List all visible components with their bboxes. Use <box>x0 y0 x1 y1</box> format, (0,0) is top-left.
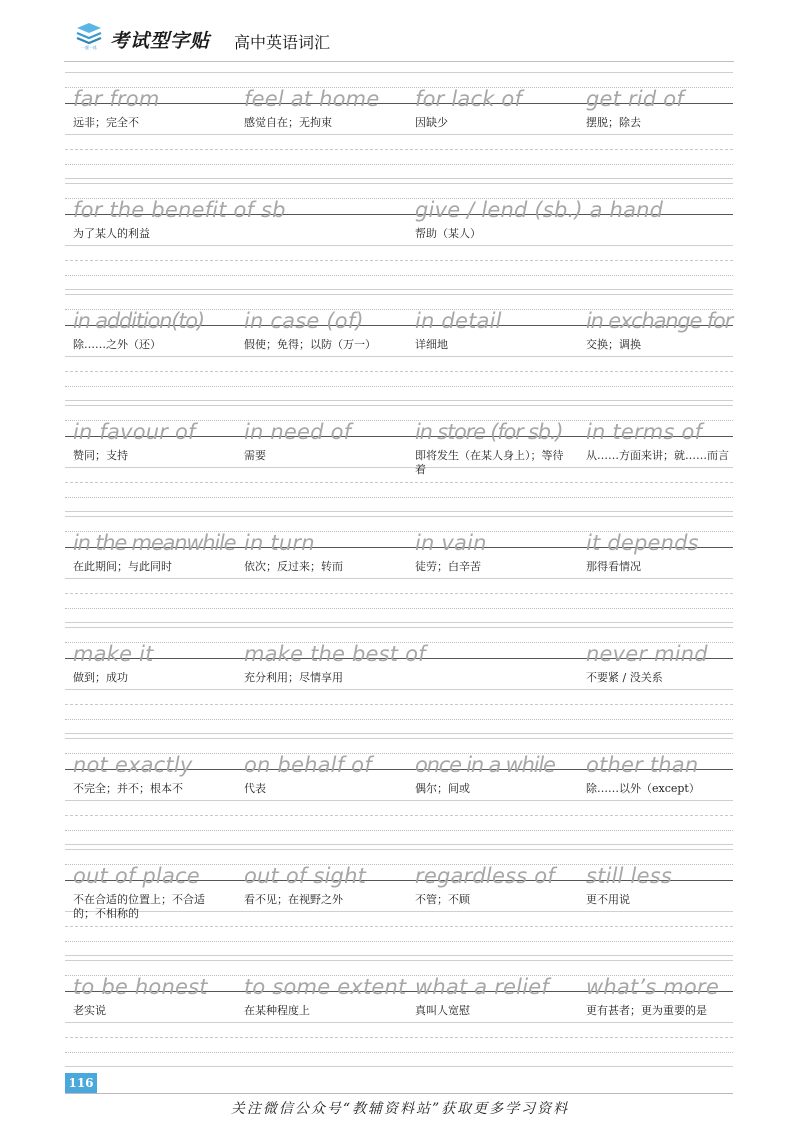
guide-line <box>65 497 733 498</box>
practice-block <box>65 405 733 515</box>
phrase-entry <box>73 86 244 130</box>
phrase-entry <box>415 419 586 477</box>
meaning-text: 依次；反过来；转而 <box>244 560 343 573</box>
phrase-entry <box>244 752 415 796</box>
phrase-entry <box>586 752 757 796</box>
guide-line <box>65 482 733 483</box>
guide-line <box>65 467 733 468</box>
meaning-text: 更不用说 <box>586 893 630 906</box>
phrase-text: give / lend (sb.) a hand <box>415 198 664 222</box>
meaning-text: 老实说 <box>73 1004 106 1017</box>
phrase-text: in terms of <box>586 420 703 444</box>
meaning-text: 需要 <box>244 449 266 462</box>
guide-line <box>65 960 733 961</box>
guide-line <box>65 844 733 845</box>
practice-block <box>65 738 733 848</box>
phrase-entry <box>244 974 415 1018</box>
phrase-text: other than <box>586 753 699 777</box>
guide-line <box>65 733 733 734</box>
meaning-text: 远非；完全不 <box>73 116 139 129</box>
practice-block <box>65 72 733 182</box>
guide-line <box>65 941 733 942</box>
phrase-entry <box>586 530 757 574</box>
phrase-text: get rid of <box>586 87 684 111</box>
guide-line <box>65 405 733 406</box>
guide-line <box>65 800 733 801</box>
phrase-text: never mind <box>586 642 708 666</box>
phrase-entry <box>415 197 757 241</box>
footer-note: 关注微信公众号“教辅资料站”获取更多学习资料 <box>230 1101 570 1117</box>
book-stack-icon <box>74 20 104 50</box>
meaning-text: 因缺少 <box>415 116 448 129</box>
guide-line <box>65 356 733 357</box>
guide-line <box>65 704 733 705</box>
phrase-text: in case (of) <box>244 309 364 333</box>
guide-line <box>65 275 733 276</box>
phrase-entry <box>415 530 586 574</box>
phrase-entry <box>244 530 415 574</box>
guide-line <box>65 719 733 720</box>
phrase-text: out of sight <box>244 864 367 888</box>
meaning-text: 帮助（某人） <box>415 227 481 240</box>
phrase-entry <box>73 752 244 796</box>
phrase-entry <box>73 863 244 921</box>
meaning-text: 充分利用；尽情享用 <box>244 671 343 684</box>
brand-title: 考试型字贴 <box>110 30 211 52</box>
guide-line <box>65 689 733 690</box>
phrase-text: not exactly <box>73 753 193 777</box>
footer-divider <box>65 1093 733 1094</box>
meaning-text: 交换；调换 <box>586 338 641 351</box>
phrase-entry <box>415 752 586 796</box>
phrase-entry <box>244 419 415 463</box>
meaning-text: 假使；免得；以防（万一） <box>244 338 376 351</box>
phrase-entry <box>586 641 757 685</box>
phrase-text: regardless of <box>415 864 555 888</box>
meaning-text: 即将发生（在某人身上）；等待着 <box>415 449 564 476</box>
phrase-text: what a relief <box>415 975 549 999</box>
meaning-text: 赞同；支持 <box>73 449 128 462</box>
phrase-text: in addition(to) <box>73 309 204 333</box>
phrase-entry <box>415 86 586 130</box>
meaning-text: 那得看情况 <box>586 560 641 573</box>
guide-line <box>65 627 733 628</box>
meaning-text: 不要紧 / 没关系 <box>586 671 663 684</box>
phrase-text: once in a while <box>415 753 555 777</box>
guide-line <box>65 622 733 623</box>
guide-line <box>65 386 733 387</box>
guide-line <box>65 593 733 594</box>
guide-line <box>65 849 733 850</box>
phrase-entry <box>73 530 244 574</box>
phrase-text: in store (for sb.) <box>415 420 563 444</box>
phrase-text: make the best of <box>244 642 426 666</box>
meaning-text: 不完全；并不；根本不 <box>73 782 183 795</box>
phrase-text: in need of <box>244 420 352 444</box>
phrase-text: to some extent <box>244 975 407 999</box>
phrase-entry <box>73 974 244 1018</box>
phrase-entry <box>73 641 244 685</box>
header-divider <box>64 61 734 62</box>
phrase-text: to be honest <box>73 975 208 999</box>
phrase-text: feel at home <box>244 87 380 111</box>
guide-line <box>65 371 733 372</box>
meaning-text: 详细地 <box>415 338 448 351</box>
phrase-entry <box>244 641 586 685</box>
phrase-entry <box>586 863 757 907</box>
meaning-text: 代表 <box>244 782 266 795</box>
phrase-entry <box>586 86 757 130</box>
practice-block <box>65 627 733 737</box>
guide-line <box>65 260 733 261</box>
svg-text:一题一练: 一题一练 <box>81 45 97 50</box>
meaning-text: 为了某人的利益 <box>73 227 150 240</box>
phrase-text: what’s more <box>586 975 719 999</box>
phrase-entry <box>73 197 415 241</box>
phrase-entry <box>415 308 586 352</box>
meaning-text: 真叫人宽慰 <box>415 1004 470 1017</box>
guide-line <box>65 926 733 927</box>
guide-line <box>65 72 733 73</box>
meaning-text: 不管；不顾 <box>415 893 470 906</box>
phrase-entry <box>415 863 586 907</box>
practice-block <box>65 183 733 293</box>
meaning-text: 看不见；在视野之外 <box>244 893 343 906</box>
phrase-entry <box>73 419 244 463</box>
phrase-text: on behalf of <box>244 753 372 777</box>
meaning-text: 从……方面来讲；就……而言 <box>586 449 729 462</box>
phrase-text: in the meanwhile <box>73 531 236 555</box>
phrase-entry <box>586 419 757 463</box>
meaning-text: 更有甚者；更为重要的是 <box>586 1004 707 1017</box>
phrase-text: still less <box>586 864 672 888</box>
guide-line <box>65 178 733 179</box>
phrase-text: in detail <box>415 309 502 333</box>
meaning-text: 不在合适的位置上；不合适的；不相称的 <box>73 893 205 920</box>
guide-line <box>65 183 733 184</box>
guide-line <box>65 1022 733 1023</box>
phrase-text: for the benefit of sb <box>73 198 286 222</box>
phrase-text: make it <box>73 642 154 666</box>
guide-line <box>65 1052 733 1053</box>
phrase-text: in favour of <box>73 420 196 444</box>
meaning-text: 除……之外（还） <box>73 338 161 351</box>
guide-line <box>65 955 733 956</box>
page-number: 116 <box>65 1073 97 1093</box>
guide-line <box>65 245 733 246</box>
guide-line <box>65 289 733 290</box>
phrase-entry <box>244 86 415 130</box>
meaning-text: 徒劳；白辛苦 <box>415 560 481 573</box>
phrase-text: it depends <box>586 531 699 555</box>
phrase-entry <box>586 974 757 1018</box>
guide-line <box>65 516 733 517</box>
practice-block <box>65 849 733 959</box>
subject-title: 高中英语词汇 <box>234 33 331 52</box>
phrase-entry <box>73 308 244 352</box>
guide-line <box>65 1037 733 1038</box>
meaning-text: 感觉自在；无拘束 <box>244 116 332 129</box>
meaning-text: 做到；成功 <box>73 671 128 684</box>
guide-line <box>65 400 733 401</box>
meaning-text: 除……以外（except） <box>586 782 700 795</box>
guide-line <box>65 815 733 816</box>
practice-block <box>65 960 733 1070</box>
guide-line <box>65 134 733 135</box>
guide-line <box>65 149 733 150</box>
page-header <box>0 0 800 60</box>
guide-line <box>65 738 733 739</box>
phrase-text: in exchange for <box>586 309 733 333</box>
practice-block <box>65 294 733 404</box>
phrase-text: in turn <box>244 531 315 555</box>
practice-block <box>65 516 733 626</box>
phrase-entry <box>586 308 757 352</box>
guide-line <box>65 164 733 165</box>
meaning-text: 在此期间；与此同时 <box>73 560 172 573</box>
phrase-entry <box>244 863 415 907</box>
guide-line <box>65 578 733 579</box>
phrase-entry <box>244 308 415 352</box>
phrase-entry <box>415 974 586 1018</box>
guide-line <box>65 294 733 295</box>
guide-line <box>65 1066 733 1067</box>
phrase-text: far from <box>73 87 160 111</box>
meaning-text: 在某种程度上 <box>244 1004 310 1017</box>
guide-line <box>65 608 733 609</box>
phrase-text: out of place <box>73 864 200 888</box>
phrase-text: for lack of <box>415 87 523 111</box>
phrase-text: in vain <box>415 531 487 555</box>
meaning-text: 摆脱；除去 <box>586 116 641 129</box>
guide-line <box>65 830 733 831</box>
meaning-text: 偶尔；间或 <box>415 782 470 795</box>
guide-line <box>65 511 733 512</box>
